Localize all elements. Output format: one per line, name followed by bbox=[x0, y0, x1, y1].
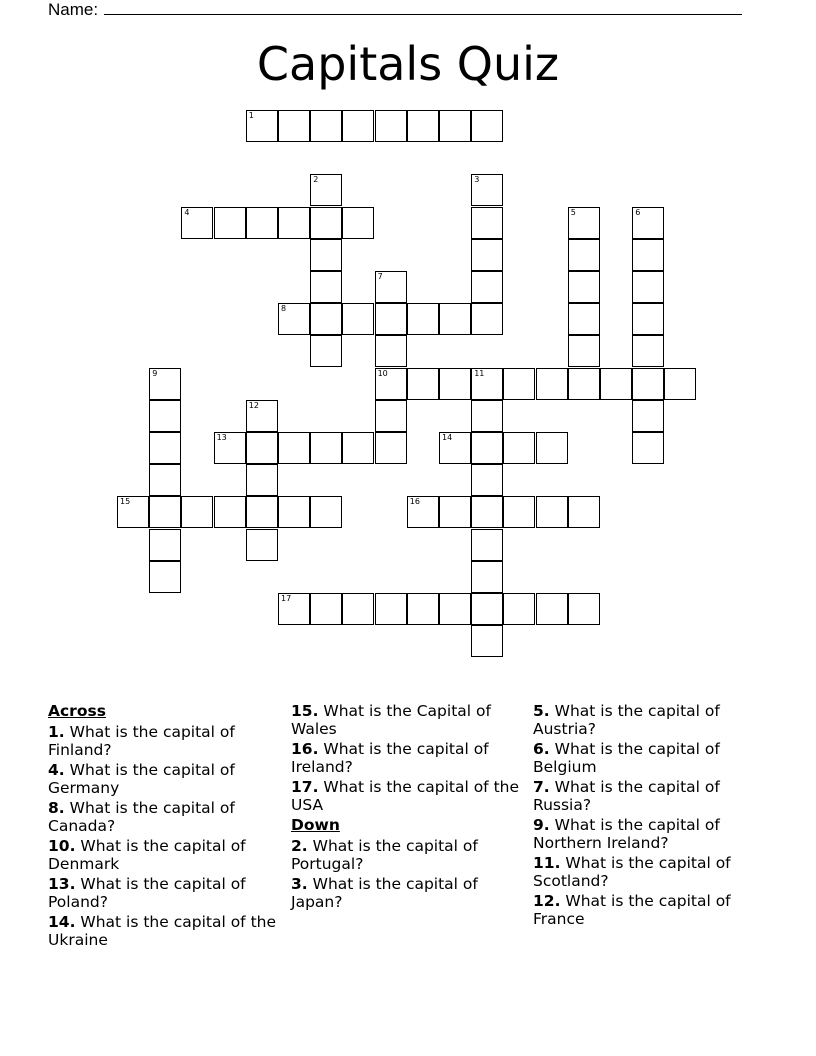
grid-cell[interactable] bbox=[310, 207, 342, 239]
grid-cell[interactable] bbox=[149, 400, 181, 432]
grid-cell[interactable] bbox=[439, 368, 471, 400]
grid-cell[interactable] bbox=[471, 529, 503, 561]
clue-item bbox=[291, 875, 521, 911]
grid-cell[interactable] bbox=[342, 207, 374, 239]
grid-cell[interactable] bbox=[375, 303, 407, 335]
grid-cell[interactable] bbox=[568, 335, 600, 367]
clue-text: What is the capital of Portugal? bbox=[291, 837, 478, 873]
grid-cell[interactable] bbox=[568, 207, 600, 239]
grid-cell[interactable] bbox=[632, 303, 664, 335]
grid-cell[interactable] bbox=[471, 207, 503, 239]
grid-cell[interactable] bbox=[439, 303, 471, 335]
grid-cell[interactable] bbox=[246, 110, 278, 142]
grid-cell[interactable] bbox=[407, 496, 439, 528]
grid-cell[interactable] bbox=[181, 496, 213, 528]
grid-cell[interactable] bbox=[278, 110, 310, 142]
grid-cell[interactable] bbox=[503, 432, 535, 464]
clue-number: 9. bbox=[533, 816, 550, 834]
clue-item bbox=[533, 740, 763, 776]
clue-item bbox=[291, 837, 521, 873]
grid-cell[interactable] bbox=[632, 335, 664, 367]
grid-cell[interactable] bbox=[471, 271, 503, 303]
clue-number: 10. bbox=[48, 837, 76, 855]
grid-cell[interactable] bbox=[568, 593, 600, 625]
grid-cell[interactable] bbox=[471, 174, 503, 206]
clue-text: What is the capital of Japan? bbox=[291, 875, 478, 911]
grid-cell[interactable] bbox=[503, 593, 535, 625]
grid-cell[interactable] bbox=[149, 368, 181, 400]
clue-number: 4. bbox=[48, 761, 65, 779]
grid-cell[interactable] bbox=[568, 368, 600, 400]
clue-text: What is the capital of Northern Ireland? bbox=[533, 816, 720, 852]
grid-cell[interactable] bbox=[632, 207, 664, 239]
grid-cell[interactable] bbox=[310, 496, 342, 528]
clue-number: 2. bbox=[291, 837, 308, 855]
clue-text: What is the capital of the Ukraine bbox=[48, 913, 276, 949]
grid-cell[interactable] bbox=[471, 303, 503, 335]
grid-cell[interactable] bbox=[214, 207, 246, 239]
grid-cell[interactable] bbox=[278, 303, 310, 335]
clue-text: What is the capital of Denmark bbox=[48, 837, 246, 873]
grid-cell[interactable] bbox=[375, 432, 407, 464]
grid-cell[interactable] bbox=[632, 239, 664, 271]
clue-text: What is the capital of Scotland? bbox=[533, 854, 731, 890]
grid-cell[interactable] bbox=[632, 432, 664, 464]
grid-cell[interactable] bbox=[375, 335, 407, 367]
grid-cell[interactable] bbox=[568, 271, 600, 303]
name-label: Name: bbox=[48, 0, 99, 19]
clue-number: 12. bbox=[533, 892, 561, 910]
grid-cell[interactable] bbox=[407, 593, 439, 625]
grid-cell[interactable] bbox=[342, 432, 374, 464]
grid-cell[interactable] bbox=[471, 561, 503, 593]
grid-cell[interactable] bbox=[503, 368, 535, 400]
grid-cell[interactable] bbox=[117, 496, 149, 528]
cell-number: 12 bbox=[248, 400, 259, 410]
grid-cell[interactable] bbox=[632, 400, 664, 432]
grid-cell[interactable] bbox=[342, 593, 374, 625]
grid-cell[interactable] bbox=[471, 239, 503, 271]
clue-number: 13. bbox=[48, 875, 76, 893]
clue-item bbox=[291, 702, 521, 738]
grid-cell[interactable] bbox=[471, 625, 503, 657]
grid-cell[interactable] bbox=[310, 432, 342, 464]
cell-number: 6 bbox=[635, 207, 641, 217]
grid-cell[interactable] bbox=[471, 432, 503, 464]
grid-cell[interactable] bbox=[310, 271, 342, 303]
clue-number: 7. bbox=[533, 778, 550, 796]
grid-cell[interactable] bbox=[568, 496, 600, 528]
grid-cell[interactable] bbox=[310, 335, 342, 367]
grid-cell[interactable] bbox=[342, 110, 374, 142]
clue-text: What is the capital of Finland? bbox=[48, 723, 235, 759]
clue-item bbox=[533, 816, 763, 852]
grid-cell[interactable] bbox=[149, 432, 181, 464]
grid-cell[interactable] bbox=[407, 303, 439, 335]
grid-cell[interactable] bbox=[310, 110, 342, 142]
grid-cell[interactable] bbox=[471, 400, 503, 432]
grid-cell[interactable] bbox=[407, 368, 439, 400]
clue-item bbox=[48, 837, 278, 873]
clue-item bbox=[48, 723, 278, 759]
clue-item bbox=[533, 702, 763, 738]
page-title: Capitals Quiz bbox=[256, 37, 560, 91]
grid-cell[interactable] bbox=[471, 593, 503, 625]
grid-cell[interactable] bbox=[503, 496, 535, 528]
clue-item bbox=[291, 740, 521, 776]
cell-number: 11 bbox=[474, 368, 485, 378]
grid-cell[interactable] bbox=[439, 110, 471, 142]
clue-column-1 bbox=[48, 702, 278, 951]
grid-cell[interactable] bbox=[278, 593, 310, 625]
clue-column-3 bbox=[533, 702, 763, 930]
grid-cell[interactable] bbox=[439, 496, 471, 528]
clue-item bbox=[291, 778, 521, 814]
cell-number: 8 bbox=[281, 304, 287, 314]
cell-number: 16 bbox=[409, 497, 420, 507]
clue-text: What is the capital of Belgium bbox=[533, 740, 720, 776]
cell-number: 13 bbox=[216, 433, 227, 442]
cell-number: 2 bbox=[313, 175, 319, 185]
cell-number: 3 bbox=[474, 175, 480, 185]
clue-text: What is the capital of France bbox=[533, 892, 731, 928]
grid-cell[interactable] bbox=[568, 239, 600, 271]
grid-cell[interactable] bbox=[664, 368, 696, 400]
clue-text: What is the capital of Germany bbox=[48, 761, 235, 797]
grid-cell[interactable] bbox=[536, 368, 568, 400]
clue-number: 16. bbox=[291, 740, 319, 758]
clue-number: 8. bbox=[48, 799, 65, 817]
grid-cell[interactable] bbox=[471, 368, 503, 400]
clue-item bbox=[533, 854, 763, 890]
clue-number: 17. bbox=[291, 778, 319, 796]
grid-cell[interactable] bbox=[149, 529, 181, 561]
grid-cell[interactable] bbox=[310, 239, 342, 271]
grid-cell[interactable] bbox=[375, 110, 407, 142]
grid-cell[interactable] bbox=[407, 110, 439, 142]
grid-cell[interactable] bbox=[310, 303, 342, 335]
grid-cell[interactable] bbox=[375, 400, 407, 432]
grid-cell[interactable] bbox=[632, 271, 664, 303]
clue-item bbox=[533, 892, 763, 928]
clue-text: What is the capital of the USA bbox=[291, 778, 519, 814]
clue-number: 6. bbox=[533, 740, 550, 758]
clue-text: What is the capital of Poland? bbox=[48, 875, 246, 911]
cell-number: 4 bbox=[184, 207, 190, 217]
grid-cell[interactable] bbox=[278, 496, 310, 528]
grid-cell[interactable] bbox=[375, 271, 407, 303]
grid-cell[interactable] bbox=[246, 464, 278, 496]
grid-cell[interactable] bbox=[149, 561, 181, 593]
clue-item bbox=[48, 913, 278, 949]
clue-number: 1. bbox=[48, 723, 65, 741]
grid-cell[interactable] bbox=[246, 400, 278, 432]
clue-number: 15. bbox=[291, 702, 319, 720]
grid-cell[interactable] bbox=[568, 303, 600, 335]
grid-cell[interactable] bbox=[149, 464, 181, 496]
grid-cell[interactable] bbox=[246, 432, 278, 464]
cell-number: 17 bbox=[281, 594, 292, 603]
grid-cell[interactable] bbox=[536, 496, 568, 528]
clue-text: What is the capital of Canada? bbox=[48, 799, 235, 835]
grid-cell[interactable] bbox=[536, 432, 568, 464]
clue-text: What is the capital of Austria? bbox=[533, 702, 720, 738]
clue-number: 3. bbox=[291, 875, 308, 893]
grid-cell[interactable] bbox=[278, 207, 310, 239]
cell-number: 15 bbox=[120, 497, 131, 507]
grid-cell[interactable] bbox=[310, 174, 342, 206]
cell-number: 1 bbox=[248, 111, 254, 120]
cell-number: 10 bbox=[377, 368, 388, 378]
grid-cell[interactable] bbox=[439, 593, 471, 625]
grid-cell[interactable] bbox=[246, 529, 278, 561]
grid-cell[interactable] bbox=[471, 110, 503, 142]
grid-cell[interactable] bbox=[632, 368, 664, 400]
clue-number: 5. bbox=[533, 702, 550, 720]
grid-cell[interactable] bbox=[375, 368, 407, 400]
clue-text: What is the Capital of Wales bbox=[291, 702, 491, 738]
grid-cell[interactable] bbox=[149, 496, 181, 528]
clue-text: What is the capital of Ireland? bbox=[291, 740, 489, 776]
grid-cell[interactable] bbox=[246, 496, 278, 528]
grid-cell[interactable] bbox=[278, 432, 310, 464]
grid-cell[interactable] bbox=[342, 303, 374, 335]
grid-cell[interactable] bbox=[536, 593, 568, 625]
cell-number: 5 bbox=[570, 207, 576, 217]
across-heading: Across bbox=[48, 702, 106, 720]
clue-item bbox=[48, 875, 278, 911]
grid-cell[interactable] bbox=[246, 207, 278, 239]
clue-item bbox=[48, 761, 278, 797]
clue-number: 14. bbox=[48, 913, 76, 931]
clue-text: What is the capital of Russia? bbox=[533, 778, 720, 814]
grid-cell[interactable] bbox=[471, 496, 503, 528]
cell-number: 7 bbox=[377, 272, 383, 281]
grid-cell[interactable] bbox=[214, 432, 246, 464]
down-heading: Down bbox=[291, 816, 340, 834]
clue-number: 11. bbox=[533, 854, 561, 872]
grid-cell[interactable] bbox=[214, 496, 246, 528]
cell-number: 14 bbox=[442, 433, 453, 442]
grid-cell[interactable] bbox=[375, 593, 407, 625]
grid-cell[interactable] bbox=[471, 464, 503, 496]
cell-number: 9 bbox=[152, 368, 158, 378]
grid-cell[interactable] bbox=[600, 368, 632, 400]
clue-item bbox=[533, 778, 763, 814]
clue-item bbox=[48, 799, 278, 835]
grid-cell[interactable] bbox=[439, 432, 471, 464]
grid-cell[interactable] bbox=[181, 207, 213, 239]
clue-column-2 bbox=[291, 702, 521, 913]
grid-cell[interactable] bbox=[310, 593, 342, 625]
